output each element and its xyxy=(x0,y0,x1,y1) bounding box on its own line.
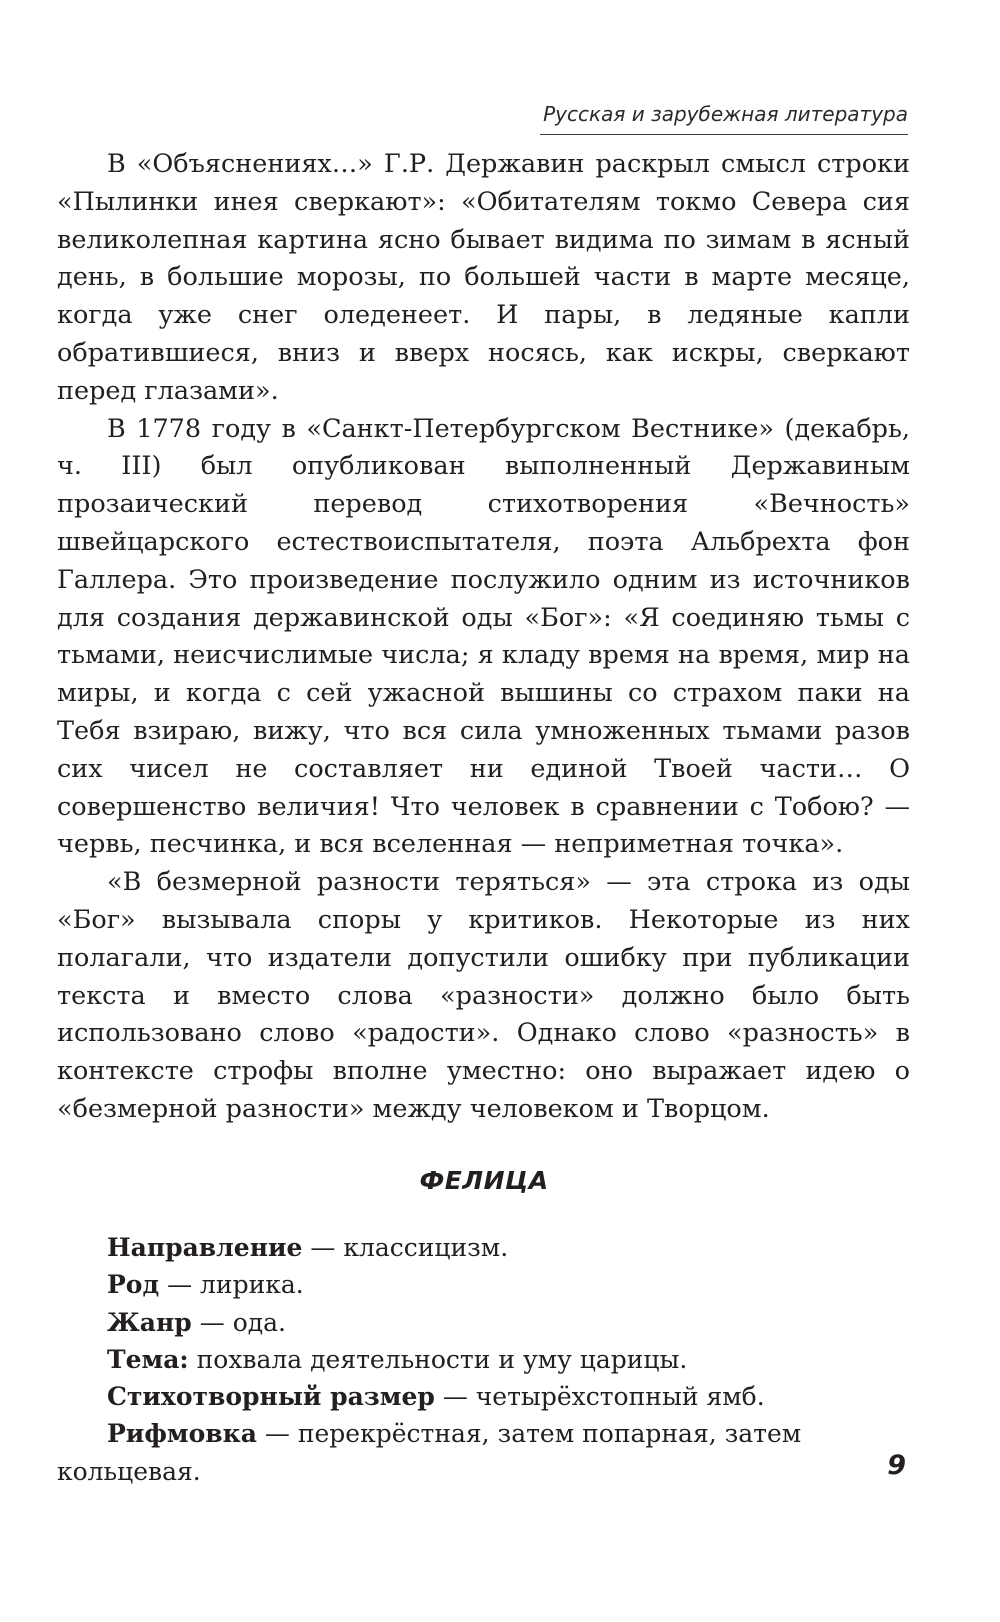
header-rule xyxy=(540,134,908,135)
paragraph: В «Объяснениях…» Г.Р. Державин раскрыл смысл строки «Пылинки инея сверкают»: «Обитателям токмо Севера сия великолепная картина ясно бывает видима по зимам в ясный день, в большие морозы, по большей части в марте месяце, когда уже снег оледенеет. И пары, в ледяные капли обратившиеся, вниз и вверх носясь, как искры, сверкают перед глазами». xyxy=(57,149,910,406)
property-item xyxy=(57,1341,910,1378)
properties-list xyxy=(57,1229,910,1490)
property-term: Стихотворный размер xyxy=(107,1382,435,1412)
running-head-title: Русская и зарубежная литература xyxy=(543,102,908,126)
property-term: Жанр xyxy=(107,1307,192,1337)
paragraph: «В безмерной разности теряться» — эта строка из оды «Бог» вызывала споры у критиков. Некоторые из них полагали, что издатели допустили ошибку при публикации текста и вместо слова «разности» должно было быть использовано слово «радости». Однако слово «разность» в контексте строфы вполне уместно: оно выражает идею о «безмерной разности» между человеком и Творцом. xyxy=(57,867,910,1124)
paragraph: В 1778 году в «Санкт-Петербургском Вестнике» (декабрь, ч. III) был опубликован выполненный Державиным прозаический перевод стихотворения «Вечность» швейцарского естествоиспытателя, поэта Альбрехта фон Галлера. Это произведение послужило одним из источников для создания державинской оды «Бог»: «Я соединяю тьмы с тьмами, неисчислимые числа; я кладу время на время, мир на миры, и когда с сей ужасной вышины со страхом паки на Тебя взираю, вижу, что вся сила умноженных тьмами разов сих чисел не составляет ни единой Твоей части… О совершенство величия! Что человек в сравнении с Тобою? — червь, песчинка, и вся вселенная — неприметная точка». xyxy=(57,413,910,860)
property-term: Тема: xyxy=(107,1344,189,1374)
property-item xyxy=(57,1304,910,1341)
property-item xyxy=(57,1266,910,1303)
property-term: Рифмовка xyxy=(107,1419,257,1449)
property-item xyxy=(57,1415,910,1490)
property-separator: — xyxy=(302,1233,344,1262)
property-separator xyxy=(189,1345,197,1374)
property-separator: — xyxy=(434,1382,476,1412)
property-value: четырёхстопный ямб. xyxy=(475,1382,765,1412)
property-separator: — xyxy=(256,1419,298,1449)
property-value: похвала деятельности и уму царицы. xyxy=(196,1344,688,1374)
property-separator: — xyxy=(159,1270,201,1300)
property-value: ода. xyxy=(232,1307,286,1337)
property-separator: — xyxy=(191,1307,233,1337)
property-term: Род xyxy=(107,1270,160,1300)
property-value: перекрёстная, затем попарная, затем кольцевая. xyxy=(57,1419,802,1486)
page-number: 9 xyxy=(887,1450,906,1481)
property-value: лирика. xyxy=(200,1270,304,1300)
section-title: ФЕЛИЦА xyxy=(419,1166,549,1195)
body-text xyxy=(57,146,910,1129)
property-item xyxy=(57,1378,910,1415)
property-item xyxy=(57,1229,910,1266)
property-term: Направление xyxy=(107,1233,303,1262)
property-value: классицизм. xyxy=(343,1233,509,1262)
